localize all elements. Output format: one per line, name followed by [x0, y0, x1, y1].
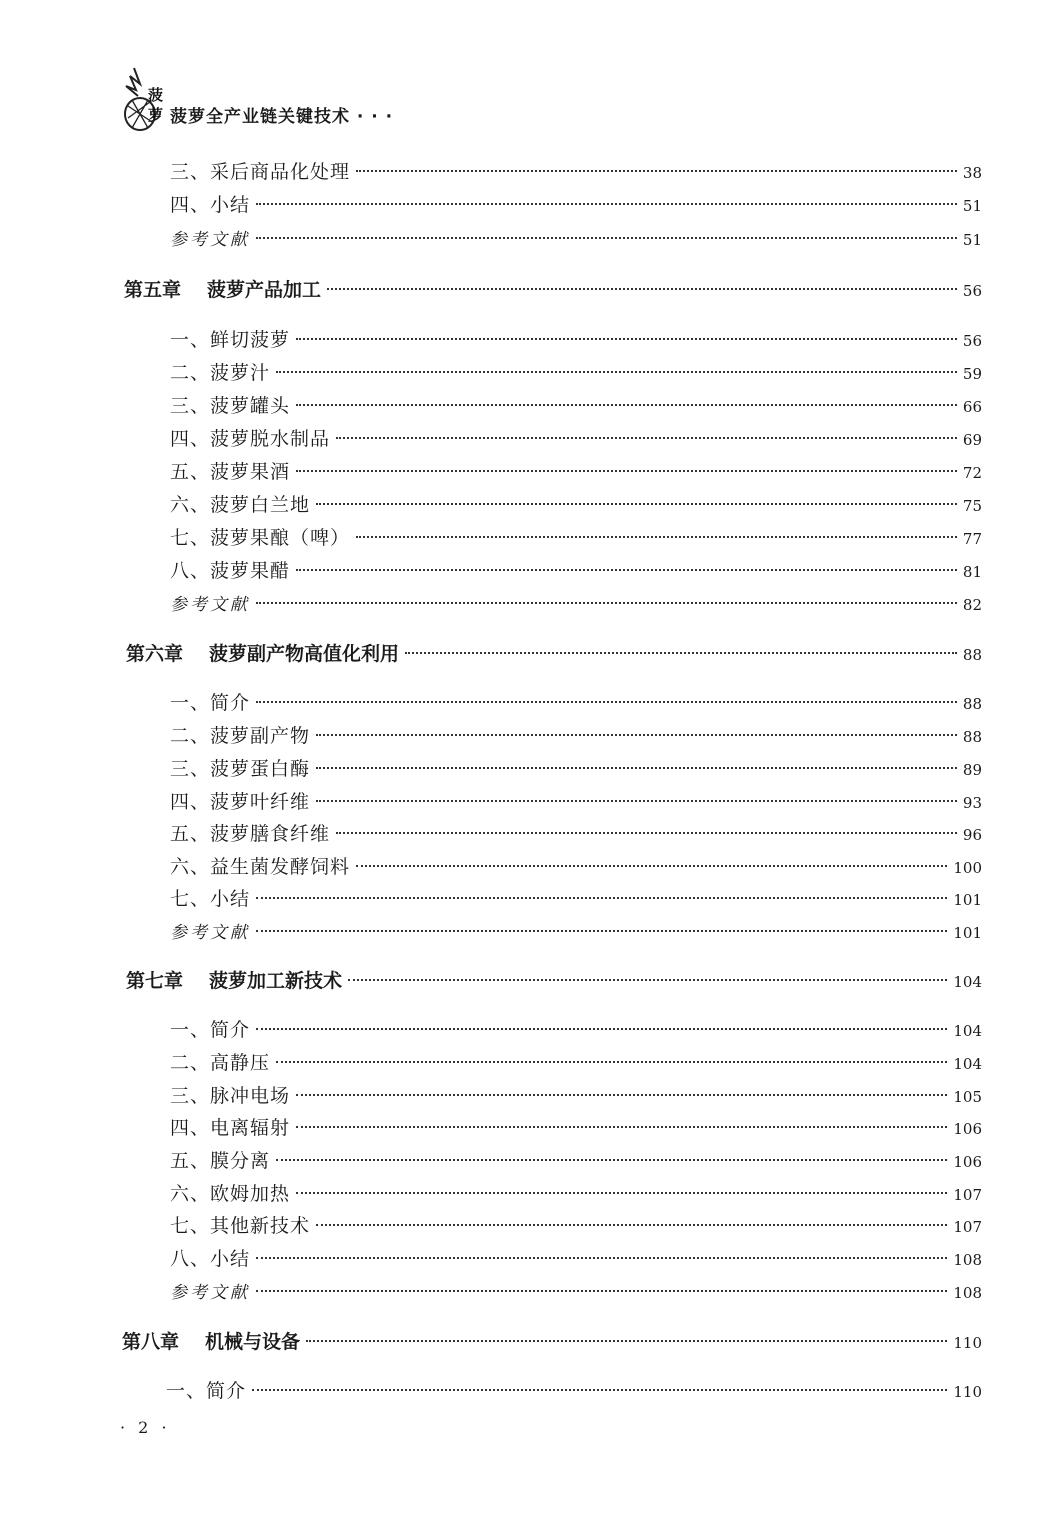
leader-dots [296, 568, 957, 571]
toc-entry-label: 参考文献 [170, 923, 250, 943]
chapter-number: 第八章 [122, 1331, 180, 1353]
toc-entry-references[interactable] [170, 1278, 982, 1303]
leader-dots [296, 1093, 947, 1096]
toc-entry-page: 101 [953, 891, 982, 909]
chapter-page: 56 [962, 282, 982, 300]
leader-dots [316, 502, 957, 505]
chapter-number: 第五章 [124, 279, 182, 301]
toc-entry-page: 75 [962, 497, 982, 515]
toc-chapter-8[interactable] [122, 1327, 982, 1354]
toc-entry-label: 一、简介 [170, 692, 251, 714]
toc-entry-label: 八、菠萝果醋 [170, 560, 291, 582]
toc-entry-page: 96 [962, 826, 982, 844]
leader-dots [405, 651, 957, 654]
toc-entry-label: 七、其他新技术 [170, 1215, 311, 1237]
toc-entry-label: 五、菠萝膳食纤维 [170, 823, 331, 845]
leader-dots [256, 896, 947, 899]
toc-entry-references[interactable] [170, 918, 982, 943]
toc-entry-page: 59 [962, 365, 982, 383]
toc-entry[interactable] [170, 190, 982, 217]
toc-entry-page: 108 [953, 1284, 982, 1302]
leader-dots [296, 469, 957, 472]
toc-entry-page: 69 [962, 431, 982, 449]
leader-dots [356, 864, 947, 867]
svg-text:菠: 菠 [148, 86, 164, 104]
toc-entry[interactable] [170, 1211, 982, 1238]
toc-entry[interactable] [170, 424, 982, 451]
toc-entry-page: 107 [953, 1218, 982, 1236]
leader-dots [256, 1256, 947, 1259]
toc-entry[interactable] [170, 556, 982, 583]
leader-dots [316, 766, 957, 769]
toc-entry[interactable] [170, 852, 982, 879]
toc-entry-page: 107 [953, 1186, 982, 1204]
leader-dots [336, 831, 957, 834]
toc-entry-page: 72 [962, 464, 982, 482]
toc-entry-label: 二、高静压 [170, 1052, 271, 1074]
chapter-title: 菠萝副产物高值化利用 [209, 643, 400, 665]
toc-entry-label: 六、菠萝白兰地 [170, 494, 311, 516]
leader-dots [296, 337, 957, 340]
toc-entry-page: 101 [953, 924, 982, 942]
toc-entry-references[interactable] [170, 590, 982, 615]
toc-entry-page: 105 [953, 1088, 982, 1106]
leader-dots [256, 929, 947, 932]
toc-entry-label: 四、电离辐射 [170, 1117, 291, 1139]
leader-dots [256, 1289, 947, 1292]
leader-dots [327, 287, 957, 290]
leader-dots [256, 601, 957, 604]
toc-entry-label: 五、膜分离 [170, 1150, 271, 1172]
toc-entry[interactable] [170, 819, 982, 846]
leader-dots [256, 700, 957, 703]
leader-dots [256, 202, 957, 205]
toc-entry[interactable] [170, 1113, 982, 1140]
toc-entry-label: 四、小结 [170, 194, 251, 216]
toc-entry-label: 五、菠萝果酒 [170, 461, 291, 483]
leader-dots [356, 169, 957, 172]
toc-entry-label: 八、小结 [170, 1248, 251, 1270]
toc-entry-label: 参考文献 [170, 595, 250, 615]
chapter-title: 机械与设备 [205, 1331, 301, 1353]
leader-dots [276, 1158, 947, 1161]
toc-chapter-5[interactable] [124, 275, 982, 302]
toc-entry-label: 四、菠萝脱水制品 [170, 428, 331, 450]
toc-entry[interactable] [170, 157, 982, 184]
leader-dots [306, 1339, 947, 1342]
toc-entry-page: 38 [962, 164, 982, 182]
chapter-page: 110 [953, 1334, 982, 1352]
chapter-number: 第七章 [126, 970, 184, 992]
chapter-number: 第六章 [126, 643, 184, 665]
toc-entry-page: 100 [953, 859, 982, 877]
toc-entry[interactable] [170, 884, 982, 911]
leader-dots [296, 403, 957, 406]
toc-entry[interactable] [170, 721, 982, 748]
toc-entry[interactable] [166, 1376, 982, 1403]
leader-dots [256, 236, 957, 239]
page-number: · 2 · [120, 1418, 171, 1437]
toc-entry-label: 一、鲜切菠萝 [170, 329, 291, 351]
toc-entry-label: 二、菠萝汁 [170, 362, 271, 384]
toc-entry-page: 108 [953, 1251, 982, 1269]
leader-dots [348, 978, 947, 981]
chapter-title: 菠萝加工新技术 [209, 970, 343, 992]
toc-entry[interactable] [170, 490, 982, 517]
toc-entry-label: 一、简介 [170, 1019, 251, 1041]
toc-entry-references[interactable] [170, 225, 982, 250]
toc-entry-page: 106 [953, 1120, 982, 1138]
toc-entry[interactable] [170, 391, 982, 418]
toc-entry-page: 81 [962, 563, 982, 581]
toc-entry[interactable] [170, 688, 982, 715]
toc-entry[interactable] [170, 358, 982, 385]
leader-dots [316, 1223, 947, 1226]
toc-entry-page: 66 [962, 398, 982, 416]
toc-entry-page: 104 [953, 1055, 982, 1073]
toc-entry-page: 82 [962, 596, 982, 614]
toc-entry[interactable] [170, 325, 982, 352]
toc-entry-page: 51 [962, 197, 982, 215]
svg-text:萝: 萝 [148, 106, 164, 124]
toc-entry-page: 88 [962, 695, 982, 713]
toc-entry-label: 六、欧姆加热 [170, 1183, 291, 1205]
header-title: 菠萝全产业链关键技术 · · · [170, 107, 394, 127]
toc-entry-label: 三、菠萝蛋白酶 [170, 758, 311, 780]
chapter-page: 104 [953, 973, 982, 991]
toc-entry-page: 51 [962, 231, 982, 249]
toc-entry-page: 89 [962, 761, 982, 779]
toc-entry-label: 二、菠萝副产物 [170, 725, 311, 747]
toc-entry[interactable] [170, 754, 982, 781]
toc-entry-page: 110 [953, 1383, 982, 1401]
toc-entry-label: 六、益生菌发酵饲料 [170, 856, 351, 878]
leader-dots [252, 1388, 947, 1391]
toc-entry-label: 参考文献 [170, 230, 250, 250]
toc-entry[interactable] [170, 1179, 982, 1206]
toc-entry-label: 七、小结 [170, 888, 251, 910]
toc-entry-label: 一、简介 [166, 1380, 247, 1402]
toc-chapter-7[interactable] [126, 966, 982, 993]
toc-entry-page: 56 [962, 332, 982, 350]
toc-entry-page: 93 [962, 794, 982, 812]
toc-entry-label: 四、菠萝叶纤维 [170, 791, 311, 813]
toc-entry-label: 三、采后商品化处理 [170, 161, 351, 183]
chapter-page: 88 [962, 646, 982, 664]
leader-dots [276, 1060, 947, 1063]
toc-entry-label: 参考文献 [170, 1283, 250, 1303]
toc-entry[interactable] [170, 1015, 982, 1042]
leader-dots [256, 1027, 947, 1030]
toc-entry-page: 88 [962, 728, 982, 746]
toc-entry-label: 三、脉冲电场 [170, 1085, 291, 1107]
leader-dots [336, 436, 957, 439]
toc-chapter-6[interactable] [126, 639, 982, 666]
toc-entry-page: 104 [953, 1022, 982, 1040]
leader-dots [356, 535, 957, 538]
leader-dots [296, 1191, 947, 1194]
toc-entry[interactable] [170, 1146, 982, 1173]
toc-entry[interactable] [170, 1244, 982, 1271]
leader-dots [276, 370, 957, 373]
toc-entry[interactable] [170, 1048, 982, 1075]
leader-dots [296, 1125, 947, 1128]
toc-entry[interactable] [170, 1081, 982, 1108]
chapter-title: 菠萝产品加工 [207, 279, 322, 301]
toc-entry[interactable] [170, 787, 982, 814]
toc-entry[interactable] [170, 523, 982, 550]
leader-dots [316, 733, 957, 736]
leader-dots [316, 799, 957, 802]
toc-entry-label: 三、菠萝罐头 [170, 395, 291, 417]
toc-entry-page: 77 [962, 530, 982, 548]
toc-entry-page: 106 [953, 1153, 982, 1171]
toc-entry-label: 七、菠萝果酿（啤） [170, 527, 351, 549]
toc-entry[interactable] [170, 457, 982, 484]
